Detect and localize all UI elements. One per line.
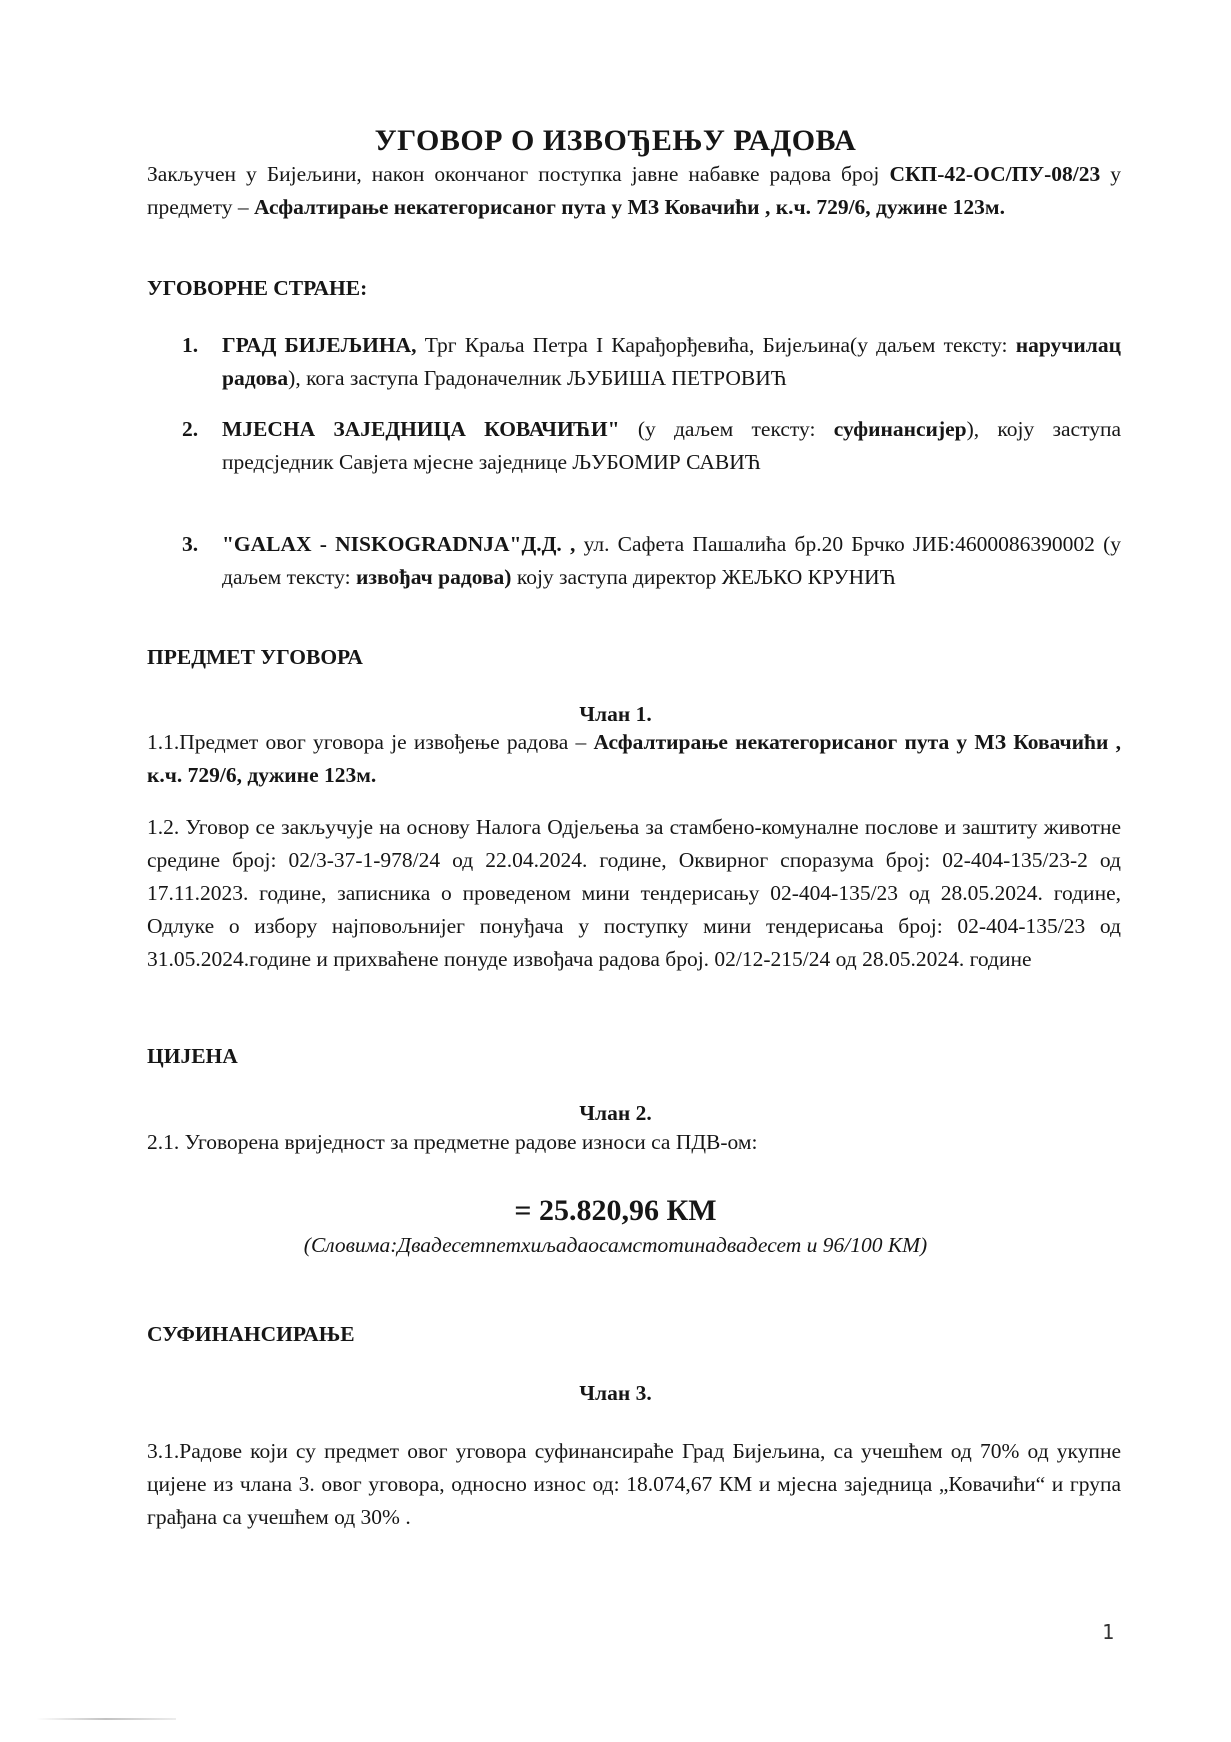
- article-3-paragraph-1: 3.1.Радове који су предмет овог уговора суфинансираће Град Бијељина, са учешћем од 70% од укупне цијене из члана 3. овог уговора, односно износ од: 18.074,67 КМ и мјесна заједница „Ковачићи“ и група грађана са учешћем од 30% .: [147, 1439, 1121, 1529]
- intro-in-subject: у предмету –: [147, 162, 1121, 219]
- article-3-title: Члан 3.: [579, 1381, 652, 1405]
- party-role: суфинансијер: [833, 417, 967, 441]
- party-role: извођач радова): [355, 565, 512, 589]
- party-2: [182, 413, 1121, 479]
- party-text: ул. Сафета Пашалића бр.20 Брчко ЈИБ:4600086390002 (у даљем тексту:: [222, 532, 1121, 589]
- party-name: МЈЕСНА ЗАЈЕДНИЦА КОВАЧИЋИ": [222, 417, 620, 441]
- party-name: ГРАД БИЈЕЉИНА,: [222, 333, 417, 357]
- party-text-end: коју заступа директор ЖЕЉКО КРУНИЋ: [511, 565, 896, 589]
- price-heading: ЦИЈЕНА: [147, 1044, 238, 1068]
- parties-heading: УГОВОРНЕ СТРАНЕ:: [147, 276, 368, 300]
- contract-subject: Асфалтирање некатегорисаног пута у МЗ Ковачићи , к.ч. 729/6, дужине 123м.: [253, 195, 1005, 219]
- subject-heading: ПРЕДМЕТ УГОВОРА: [147, 645, 363, 669]
- party-name: "GALAX - NISKOGRADNJA"Д.Д. ,: [222, 532, 576, 556]
- scan-artifact: [36, 1718, 176, 1720]
- article-1-subject: Асфалтирање некатегорисаног пута у МЗ Ковачићи , к.ч. 729/6, дужине 123м.: [147, 730, 1121, 787]
- article-1-title: Члан 1.: [579, 702, 652, 726]
- party-number: 3.: [182, 532, 199, 556]
- party-text: (у даљем тексту:: [619, 417, 834, 441]
- party-text-end: ), кога заступа Градоначелник ЉУБИША ПЕТРОВИЋ: [288, 366, 787, 390]
- party-number: 1.: [182, 333, 199, 357]
- amount-in-words: (Словима:Двадесетпетхиљадаосамстотинадвадесет и 96/100 КМ): [303, 1233, 928, 1257]
- party-3: [182, 528, 1121, 594]
- cofinancing-heading: СУФИНАНСИРАЊЕ: [147, 1322, 355, 1346]
- article-1-prefix: 1.1.Предмет овог уговора је извођење радова –: [147, 730, 594, 754]
- party-role: наручилац радова: [222, 333, 1121, 390]
- document-title: УГОВОР О ИЗВОЂЕЊУ РАДОВА: [374, 124, 857, 157]
- article-1-paragraph-2: 1.2. Уговор се закључује на основу Налога Одјељења за стамбено-комуналне послове и заштиту животне средине број: 02/3-37-1-978/24 од 22.04.2024. године, Оквирног споразума број: 02-404-135/23-2 од 17.11.2023. године, записника о проведеном мини тендерисању 02-404-135/23 од 28.05.2024. године, Одлуке о избору најповољнијег понуђача у поступку мини тендерисања број: 02-404-135/23 од 31.05.2024.године и прихваћене понуде извођача радова број. 02/12-215/24 од 28.05.2024. године: [147, 815, 1121, 971]
- article-2-paragraph-1: 2.1. Уговорена вриједност за предметне радове износи са ПДВ-ом:: [147, 1130, 758, 1154]
- party-number: 2.: [182, 417, 199, 441]
- party-1: [182, 329, 1121, 395]
- party-text: Трг Краља Петра I Карађорђевића, Бијељина(у даљем тексту:: [416, 333, 1016, 357]
- contract-amount: = 25.820,96 КМ: [514, 1194, 717, 1227]
- page-number: 1: [1102, 1620, 1115, 1644]
- intro-text: Закључен у Бијељини, након окончаног поступка јавне набавке радова број: [147, 162, 880, 186]
- party-text-end: ), коју заступа предсједник Савјета мјесне заједнице ЉУБОМИР САВИЋ: [222, 417, 1121, 474]
- article-1-paragraph-1: [147, 726, 1121, 792]
- intro-paragraph: [147, 158, 1121, 224]
- procurement-number: СКП-42-ОС/ПУ-08/23: [889, 162, 1101, 186]
- article-2-title: Члан 2.: [579, 1101, 652, 1125]
